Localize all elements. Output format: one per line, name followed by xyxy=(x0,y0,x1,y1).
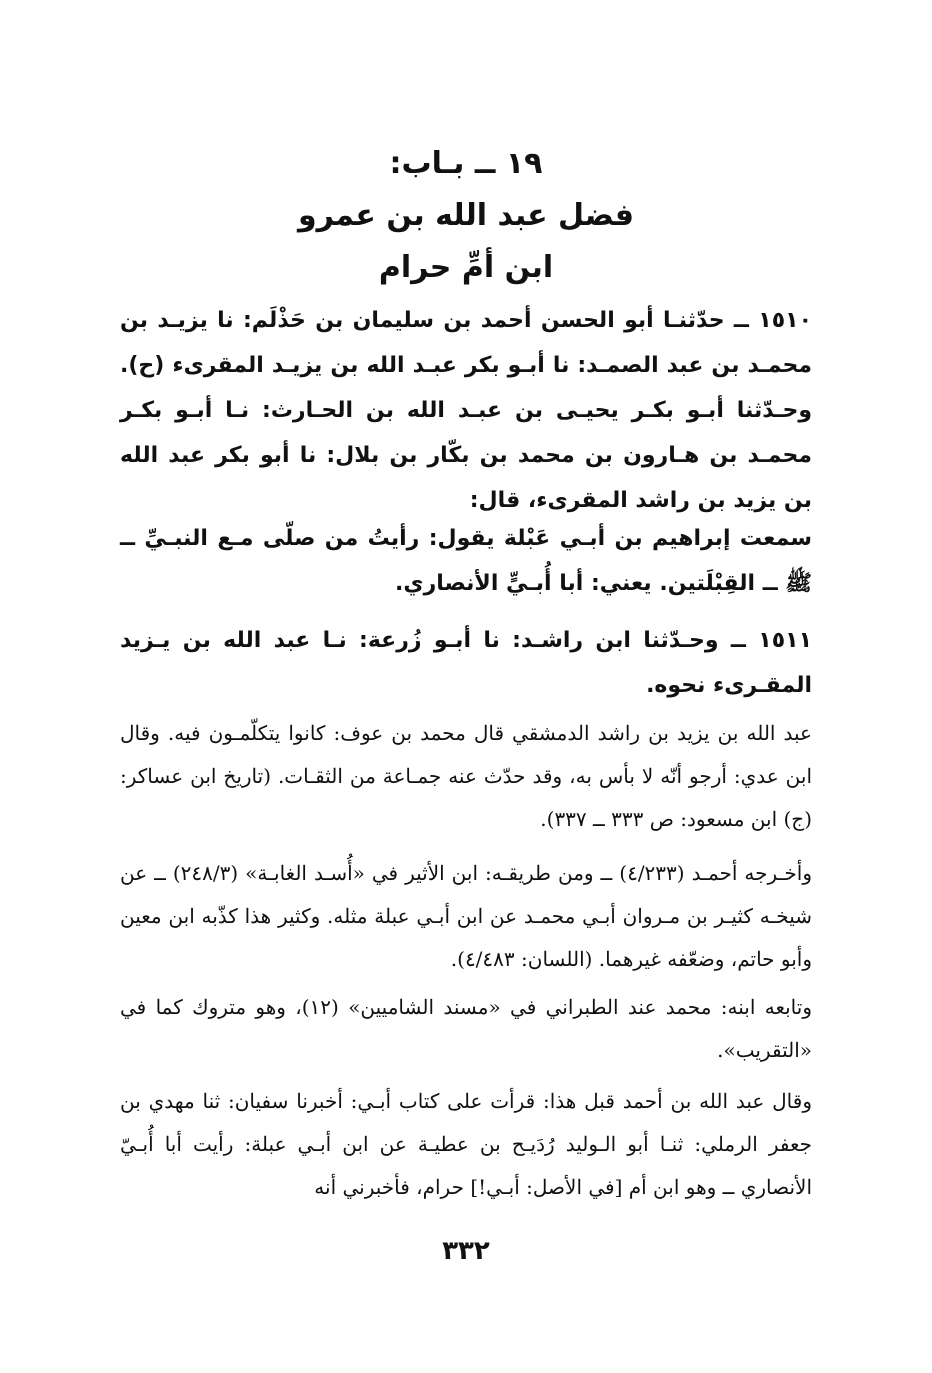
footnote-paragraph-1: عبد الله بن يزيد بن راشد الدمشقي قال محمد بن عوف: كانوا يتكلّمـون فيه. وقال ابن عدي: أرجو أنّه لا بأس به، وقد حدّث عنه جمـاعة من الثقـات. (تاريخ ابن عساكر: (ج) ابن مسعود: ص ٣٣٣ ــ ٣٣٧). xyxy=(120,721,812,831)
chapter-number-line: ١٩ ــ بـاب: xyxy=(389,146,543,181)
chapter-subtitle: ابن أمِّ حرام xyxy=(378,250,554,285)
chapter-title: فضل عبد الله بن عمرو xyxy=(298,198,634,233)
hadith-1510-isnad: ١٥١٠ ــ حدّثنـا أبو الحسن أحمد بن سليمان بن حَذْلَم: نا يزيـد بن محمـد بن عبد الصمـد: نا أبـو بكر عبـد الله بن يزيـد المقرىء (ح). وحـدّثنا أبـو بكـر يحيـى بن عبـد الله بن الحـارث: نـا أبـو بكـر محمـد بن هـارون بن محمد بن بكّار بن بلال: نا أبو بكر عبد الله بن يزيد بن راشد المقرىء، قال: xyxy=(120,308,812,513)
footnote-paragraph-3: وتابعه ابنه: محمد عند الطبراني في «مسند الشاميين» (١٢)، وهو متروك كما في «التقريب». xyxy=(120,995,812,1062)
hadith-1510-matn: سمعت إبراهيم بن أبـي عَبْلة يقول: رأيتُ من صلّى مـع النبـيِّ ــ ﷺ ــ القِبْلَتين. يعني: أبا أُبـيٍّ الأنصاري. xyxy=(120,526,812,596)
hadith-1511: ١٥١١ ــ وحـدّثنا ابن راشـد: نا أبـو زُرعة: نـا عبد الله بن يـزيد المقـرىء نحوه. xyxy=(120,628,812,698)
footnote-paragraph-4: وقال عبد الله بن أحمد قبل هذا: قرأت على كتاب أبـي: أخبرنا سفيان: ثنا مهدي بن جعفر الرملي: ثنـا أبو الـوليد رُدَيـح بن عطيـة عن ابن أبـي عبلة: رأيت أبا أُبـيّ الأنصاري ــ وهو ابن أم [في الأصل: أبـي!] حرام، فأخبرني أنه xyxy=(120,1089,812,1199)
footnote-paragraph-2: وأخـرجه أحمـد (٤/٢٣٣) ــ ومن طريقـه: ابن الأثير في «أُسـد الغابـة» (٢٤٨/٣) ــ عن شيخـه كثيـر بن مـروان أبـي محمـد عن ابن أبـي عبلة مثله. وكثير هذا كذّبه ابن معين وأبو حاتم، وضعّفه غيرهما. (اللسان: ٤/٤٨٣). xyxy=(120,861,812,971)
page-number: ٣٣٢ xyxy=(442,1236,490,1266)
chapter-heading xyxy=(120,138,812,294)
